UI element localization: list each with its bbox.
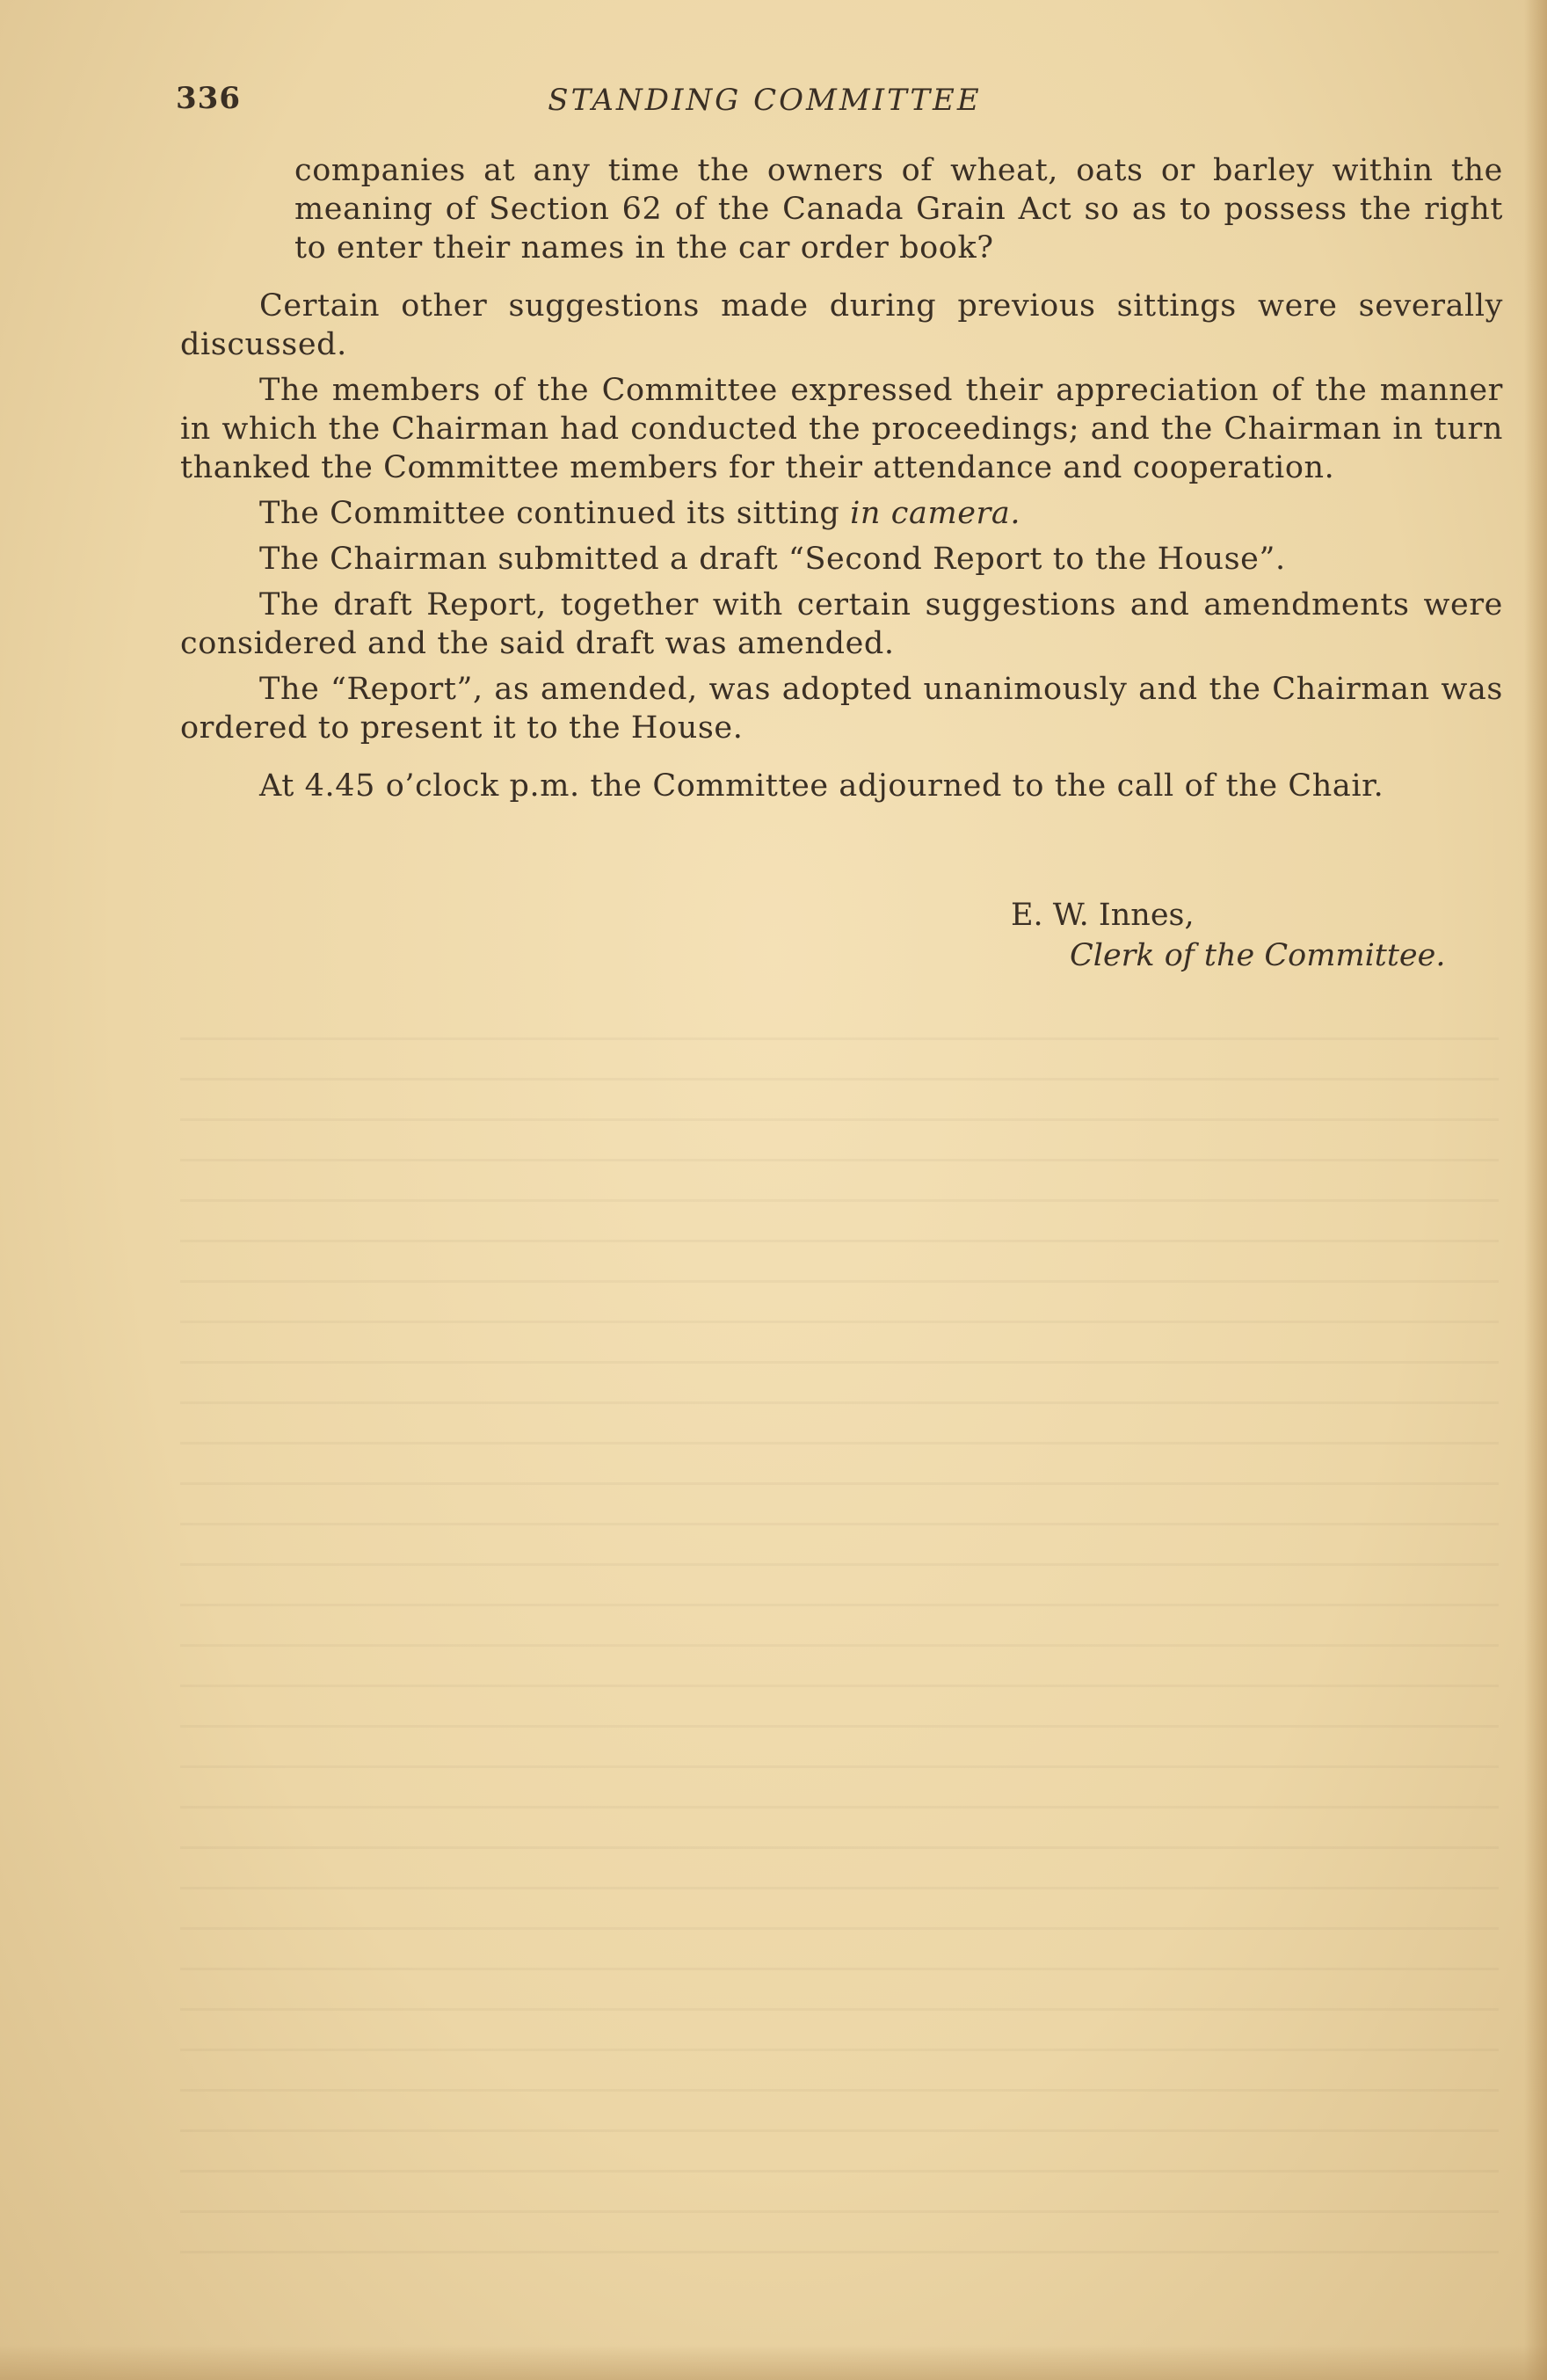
paragraph-draft-amended: The draft Report, together with certain suggestions and amendments were considered and the said draft was amended. bbox=[180, 587, 1503, 661]
page-header bbox=[176, 81, 1389, 123]
paragraph-suggestions: Certain other suggestions made during previous sittings were severally discussed. bbox=[180, 288, 1503, 362]
page-bottom-shadow bbox=[0, 2345, 1547, 2380]
signature-title: Clerk of the Committee. bbox=[1070, 938, 1446, 973]
paragraph-appreciation: The members of the Committee expressed their appreciation of the manner in which the Chairman had conducted the proceedings; and the Chairman in turn thanked the Committee members for their attendance and cooperation. bbox=[180, 373, 1503, 485]
running-title: STANDING COMMITTEE bbox=[548, 83, 982, 118]
paragraph-report-adopted: The “Report”, as amended, was adopted unanimously and the Chairman was ordered to present it to the House. bbox=[180, 672, 1503, 746]
page-edge-shadow bbox=[1524, 0, 1547, 2380]
page-number: 336 bbox=[176, 81, 241, 116]
paragraph-adjournment: At 4.45 o’clock p.m. the Committee adjourned to the call of the Chair. bbox=[259, 768, 1384, 804]
in-camera-italic: in camera. bbox=[850, 496, 1021, 531]
paragraph-in-camera bbox=[180, 494, 1503, 533]
continuation-paragraph: companies at any time the owners of wheat, oats or barley within the meaning of Section 62 of the Canada Grain Act so as to possess the right to enter their names in the car order book? bbox=[294, 153, 1503, 266]
paragraph-draft-submitted: The Chairman submitted a draft “Second Report to the House”. bbox=[259, 542, 1286, 577]
bleed-through-background bbox=[180, 1037, 1499, 2268]
body-text bbox=[180, 151, 1503, 812]
signature-name: E. W. Innes, bbox=[1011, 898, 1195, 933]
signature-block bbox=[180, 895, 1463, 976]
in-camera-prefix: The Committee continued its sitting bbox=[259, 496, 851, 531]
